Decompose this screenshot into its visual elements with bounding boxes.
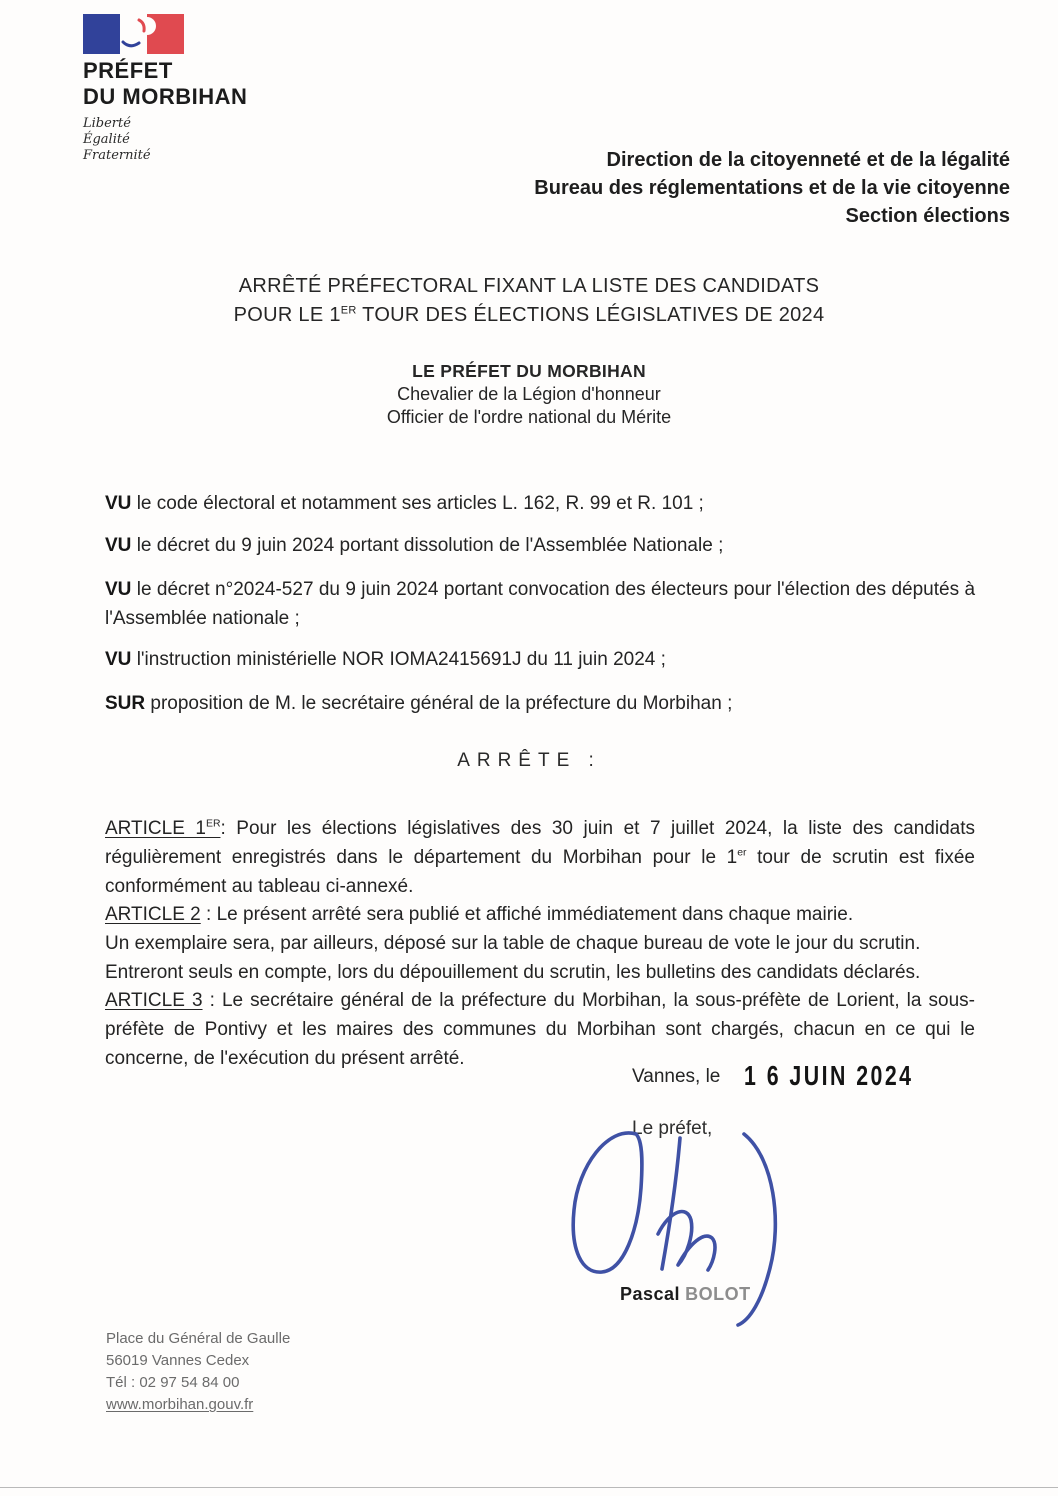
motto-fraternite: Fraternité bbox=[83, 148, 151, 163]
authority-block bbox=[0, 360, 1058, 429]
document-title bbox=[0, 272, 1058, 330]
article-1: ARTICLE 1ER: Pour les élections législatives des 30 juin et 7 juillet 2024, la liste des candidats régulièrement enregistrés dans le département du Morbihan pour le 1er tour de scrutin est fixée conformément au tableau ci-annexé. bbox=[105, 818, 975, 897]
logo-institution-line1: PRÉFET bbox=[83, 58, 173, 83]
motto-liberte: Liberté bbox=[83, 116, 131, 131]
authority-honor2: Officier de l'ordre national du Mérite bbox=[386, 407, 672, 427]
authority-title: LE PRÉFET DU MORBIHAN bbox=[412, 361, 646, 381]
article-2: ARTICLE 2 : Le présent arrêté sera publié et affiché immédiatement dans chaque mairie. Un exemplaire sera, par ailleurs, déposé sur la table de chaque bureau de vote le jour du scrutin. Entreront seuls en compte, lors du dépouillement du scrutin, les bulletins des candidats déclarés. bbox=[105, 904, 921, 983]
decree-heading: ARRÊTE : bbox=[457, 750, 601, 771]
motto-egalite: Égalité bbox=[83, 132, 130, 147]
title-line2: POUR LE 1ER TOUR DES ÉLECTIONS LÉGISLATIVES DE 2024 bbox=[233, 304, 825, 326]
recital-vu-4: VU l'instruction ministérielle NOR IOMA2415691J du 11 juin 2024 ; bbox=[105, 649, 666, 670]
recital-vu-3: VU le décret n°2024-527 du 9 juin 2024 portant convocation des électeurs pour l'élection des députés à l'Assemblée nationale ; bbox=[105, 579, 976, 629]
logo-institution-line2: DU MORBIHAN bbox=[83, 84, 248, 109]
prefecture-logo bbox=[83, 14, 247, 164]
footer-website: www.morbihan.gouv.fr bbox=[106, 1396, 254, 1413]
recital-vu-2: VU le décret du 9 juin 2024 portant dissolution de l'Assemblée Nationale ; bbox=[105, 535, 724, 556]
recital-sur: SUR proposition de M. le secrétaire général de la préfecture du Morbihan ; bbox=[105, 693, 733, 714]
article-3: ARTICLE 3 : Le secrétaire général de la préfecture du Morbihan, la sous-préfète de Lorient, la sous-préfète de Pontivy et les maires des communes du Morbihan sont chargés, chacun en ce qui le concerne, de l'exécution du présent arrêté. bbox=[105, 990, 975, 1069]
department-line3: Section élections bbox=[845, 205, 1010, 227]
recital-vu-1: VU le code électoral et notamment ses articles L. 162, R. 99 et R. 101 ; bbox=[105, 493, 704, 514]
date-stamp: 1 6 JUIN 2024 bbox=[744, 1059, 914, 1092]
authority-honor1: Chevalier de la Légion d'honneur bbox=[397, 384, 661, 404]
article-2-line3: Entreront seuls en compte, lors du dépouillement du scrutin, les bulletins des candidats déclarés. bbox=[105, 962, 921, 983]
scan-edge-artifact bbox=[0, 1487, 1058, 1488]
department-line1: Direction de la citoyenneté et de la légalité bbox=[606, 149, 1010, 171]
signatory-first-name: Pascal bbox=[620, 1284, 681, 1304]
title-line1: ARRÊTÉ PRÉFECTORAL FIXANT LA LISTE DES CANDIDATS bbox=[238, 275, 820, 297]
footer-address-line1: Place du Général de Gaulle bbox=[106, 1330, 291, 1347]
footer-address-line2: 56019 Vannes Cedex bbox=[106, 1352, 250, 1369]
article-2-line2: Un exemplaire sera, par ailleurs, déposé sur la table de chaque bureau de vote le jour du scrutin. bbox=[105, 933, 921, 954]
republic-motto bbox=[83, 116, 247, 164]
department-header bbox=[534, 146, 1010, 230]
signatory-name bbox=[620, 1284, 751, 1305]
footer-address-block bbox=[106, 1328, 290, 1416]
signatory-last-name: BOLOT bbox=[685, 1284, 751, 1304]
french-flag-marianne-icon bbox=[83, 14, 205, 56]
place-and-date-label: Vannes, le bbox=[632, 1066, 721, 1087]
footer-phone: Tél : 02 97 54 84 00 bbox=[106, 1374, 240, 1391]
department-line2: Bureau des réglementations et de la vie citoyenne bbox=[534, 177, 1010, 199]
signatory-title: Le préfet, bbox=[632, 1118, 713, 1139]
